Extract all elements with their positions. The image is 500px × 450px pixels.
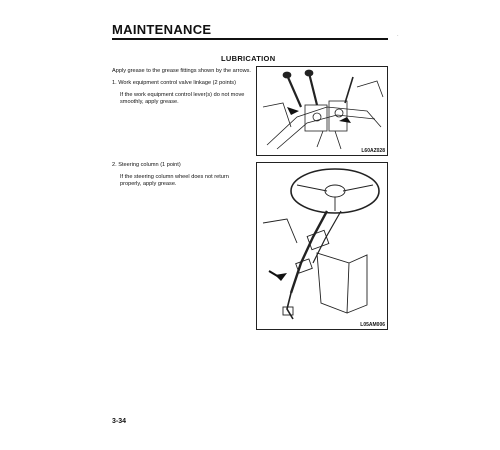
figure-2-label: L05AM006	[360, 322, 385, 328]
section-title: LUBRICATION	[221, 54, 276, 63]
page-header-title: MAINTENANCE	[112, 22, 212, 37]
linkage-illustration	[257, 67, 387, 155]
item-1-note: If the work equipment control lever(s) do not move smoothly, apply grease.	[120, 92, 245, 105]
intro-text: Apply grease to the grease fittings shown by the arrows.	[112, 68, 251, 74]
item-2-note: If the steering column wheel does not return properly, apply grease.	[120, 174, 229, 187]
figure-control-valve-linkage	[256, 66, 388, 156]
item-1-heading: 1. Work equipment control valve linkage (2 points)	[112, 80, 236, 86]
figure-1-label: L60AZ028	[361, 148, 385, 154]
margin-mark: ·	[397, 33, 399, 39]
header-rule	[112, 38, 388, 40]
figure-steering-column	[256, 162, 388, 330]
item-2-heading: 2. Steering column (1 point)	[112, 162, 181, 168]
steering-column-illustration	[257, 163, 387, 329]
page-number: 3-34	[112, 418, 127, 425]
